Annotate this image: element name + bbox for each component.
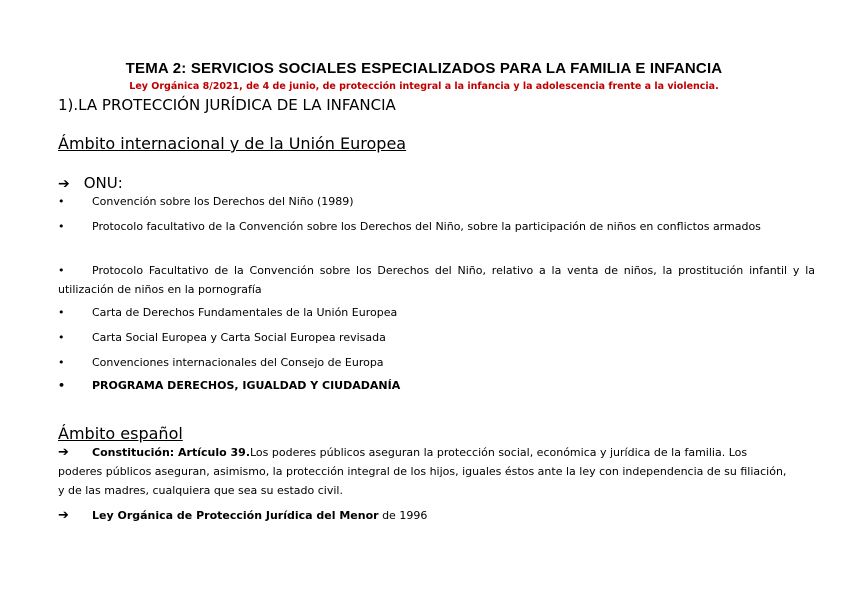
list-item: • PROGRAMA DERECHOS, IGUALDAD Y CIUDADANÍA <box>58 376 815 395</box>
onu-heading <box>58 174 123 192</box>
arrow-right-icon: ➔ <box>58 508 69 523</box>
bullet-icon: • <box>58 356 65 369</box>
law-label: Ley Orgánica de Protección Jurídica del Menor <box>92 509 379 522</box>
bullet-icon: • <box>58 379 66 392</box>
arrow-right-icon: ➔ <box>58 176 70 192</box>
bullet-icon: • <box>58 264 65 277</box>
list-item: • Protocolo facultativo de la Convención sobre los Derechos del Niño, sobre la participación de niños en conflictos armados <box>58 217 815 236</box>
list-item: • Convenciones internacionales del Consejo de Europa <box>58 353 815 372</box>
law-text: de 1996 <box>378 509 428 522</box>
law-subtitle: Ley Orgánica 8/2021, de 4 de junio, de protección integral a la infancia y la adolescencia frente a la violencia. <box>129 81 719 92</box>
list-item: • Protocolo Facultativo de la Convención sobre los Derechos del Niño, relativo a la venta de niños, la prostitución infantil y la utilización de niños en la pornografía <box>58 261 815 299</box>
bullet-icon: • <box>58 195 65 208</box>
international-heading: Ámbito internacional y de la Unión Europea <box>58 134 407 153</box>
bullet-icon: • <box>58 306 65 319</box>
bullet-icon: • <box>58 220 65 233</box>
constitution-paragraph <box>58 443 788 500</box>
list-item: • Convención sobre los Derechos del Niño (1989) <box>58 192 815 211</box>
list-item: • Carta Social Europea y Carta Social Europea revisada <box>58 328 815 347</box>
list-item: • Carta de Derechos Fundamentales de la Unión Europea <box>58 303 815 322</box>
document-title: TEMA 2: SERVICIOS SOCIALES ESPECIALIZADOS PARA LA FAMILIA E INFANCIA <box>125 60 723 77</box>
section-heading: 1).LA PROTECCIÓN JURÍDICA DE LA INFANCIA <box>58 96 396 114</box>
onu-label: ONU: <box>83 174 123 192</box>
constitution-text: Los poderes públicos aseguran la protección social, económica y jurídica de la familia. Los poderes públicos aseguran, asimismo, la protección integral de los hijos, iguales éstos ante la ley con independencia de su filiación, y de las madres, cualquiera que sea su estado civil. <box>58 446 787 497</box>
law-paragraph <box>58 506 788 525</box>
constitution-label: Constitución: Artículo 39. <box>92 446 250 459</box>
bullet-icon: • <box>58 331 65 344</box>
arrow-right-icon: ➔ <box>58 445 69 460</box>
spanish-heading: Ámbito español <box>58 424 183 443</box>
